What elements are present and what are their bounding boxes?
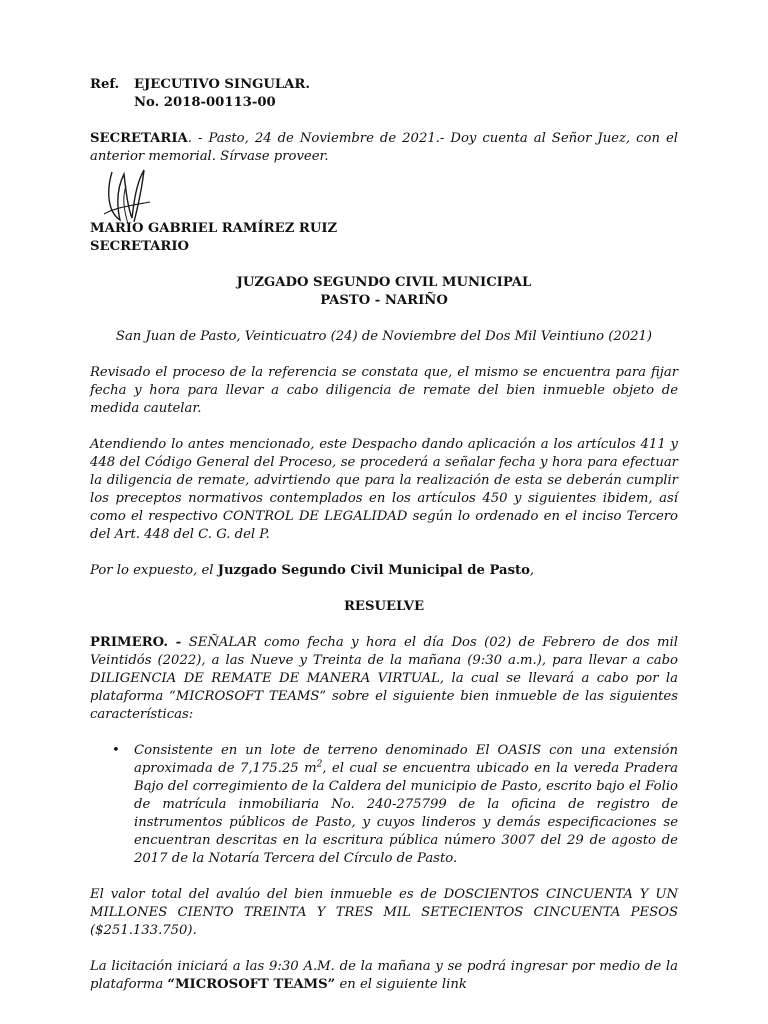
p3-suffix: ,	[529, 563, 535, 578]
signatory-name: MARIO GABRIEL RAMÍREZ RUIZ	[90, 221, 338, 236]
licitacion-platform: “MICROSOFT TEAMS”	[167, 977, 336, 992]
resuelve-heading: RESUELVE	[343, 599, 425, 614]
document-page	[90, 76, 678, 994]
licitacion-text-a: La licitación iniciará a las 9:30 A.M. de la mañana y se podrá ingresar por medio de la plataforma	[90, 959, 678, 992]
court-header	[90, 274, 678, 310]
ref-label: Ref.	[90, 77, 120, 92]
bullet-text	[134, 742, 678, 868]
secretaria-label: SECRETARIA	[90, 131, 188, 146]
paragraph-3	[90, 562, 678, 580]
area-superscript: 2	[316, 759, 323, 770]
primero-text: SEÑALAR como fecha y hora el día Dos (02) de Febrero de dos mil Veintidós (2022), a las Nueve y Treinta de la mañana (9:30 a.m.), para llevar a cabo DILIGENCIA DE REMATE DE MANERA VIRTUAL, la cual se llevará a cabo por la plataforma “MICROSOFT TEAMS” sobre el siguiente bien inmueble de las siguientes características:	[90, 635, 678, 722]
licitacion-text-b: en el siguiente link	[335, 977, 467, 992]
bullet-symbol: •	[112, 743, 120, 758]
signatory-role: SECRETARIO	[90, 239, 190, 254]
paragraph-2: Atendiendo lo antes mencionado, este Despacho dando aplicación a los artículos 411 y 448 del Código General del Proceso, se procederá a señalar fecha y hora para efectuar la diligencia de remate, advirtiendo que para la realización de esta se deberán cumplir los preceptos normativos contemplados en los artículos 450 y siguientes ibidem, así como el respectivo CONTROL DE LEGALIDAD según lo ordenado en el inciso Tercero del Art. 448 del C. G. del P.	[90, 437, 678, 542]
primero-paragraph	[90, 634, 678, 724]
secretaria-paragraph	[90, 130, 678, 166]
paragraph-1: Revisado el proceso de la referencia se constata que, el mismo se encuentra para fijar fecha y hora para llevar a cabo diligencia de remate del bien inmueble objeto de medida cautelar.	[90, 365, 678, 416]
ref-spacer	[90, 94, 134, 112]
court-location: PASTO - NARIÑO	[320, 293, 448, 308]
bullet-text-b: , el cual se encuentra ubicado en la vereda Pradera Bajo del corregimiento de la Caldera del municipio de Pasto, escrito bajo el Folio de matrícula inmobiliaria No. 240-275799 de la oficina de registro de instrumentos públicos de Pasto, y cuyos linderos y demás especificaciones se encuentran descritas en la escritura pública número 3007 del 29 de agosto de 2017 de la Notaría Tercera del Círculo de Pasto.	[134, 761, 678, 866]
bullet-text-a: Consistente en un lote de terreno denominado El OASIS con una extensión aproximada de 7,175.25 m	[134, 743, 678, 776]
p3-prefix: Por lo expuesto, el	[90, 563, 218, 578]
reference-block	[90, 76, 678, 94]
property-bullet-item	[90, 742, 678, 868]
reference-number-row	[90, 94, 678, 112]
date-line: San Juan de Pasto, Veinticuatro (24) de Noviembre del Dos Mil Veintiuno (2021)	[115, 329, 653, 344]
avaluo-paragraph: El valor total del avalúo del bien inmueble es de DOSCIENTOS CINCUENTA Y UN MILLONES CIENTO TREINTA Y TRES MIL SETECIENTOS CINCUENTA PESOS ($251.133.750).	[90, 887, 678, 938]
case-number: No. 2018-00113-00	[134, 95, 276, 110]
p3-court-name: Juzgado Segundo Civil Municipal de Pasto	[217, 563, 530, 578]
secretaria-text: . - Pasto, 24 de Noviembre de 2021.- Doy cuenta al Señor Juez, con el anterior memorial. Sírvase proveer.	[90, 131, 678, 164]
court-name: JUZGADO SEGUNDO CIVIL MUNICIPAL	[236, 275, 532, 290]
primero-label: PRIMERO. -	[90, 635, 182, 650]
case-type: EJECUTIVO SINGULAR.	[134, 77, 310, 92]
signature-block	[90, 220, 678, 256]
licitacion-paragraph	[90, 958, 678, 994]
